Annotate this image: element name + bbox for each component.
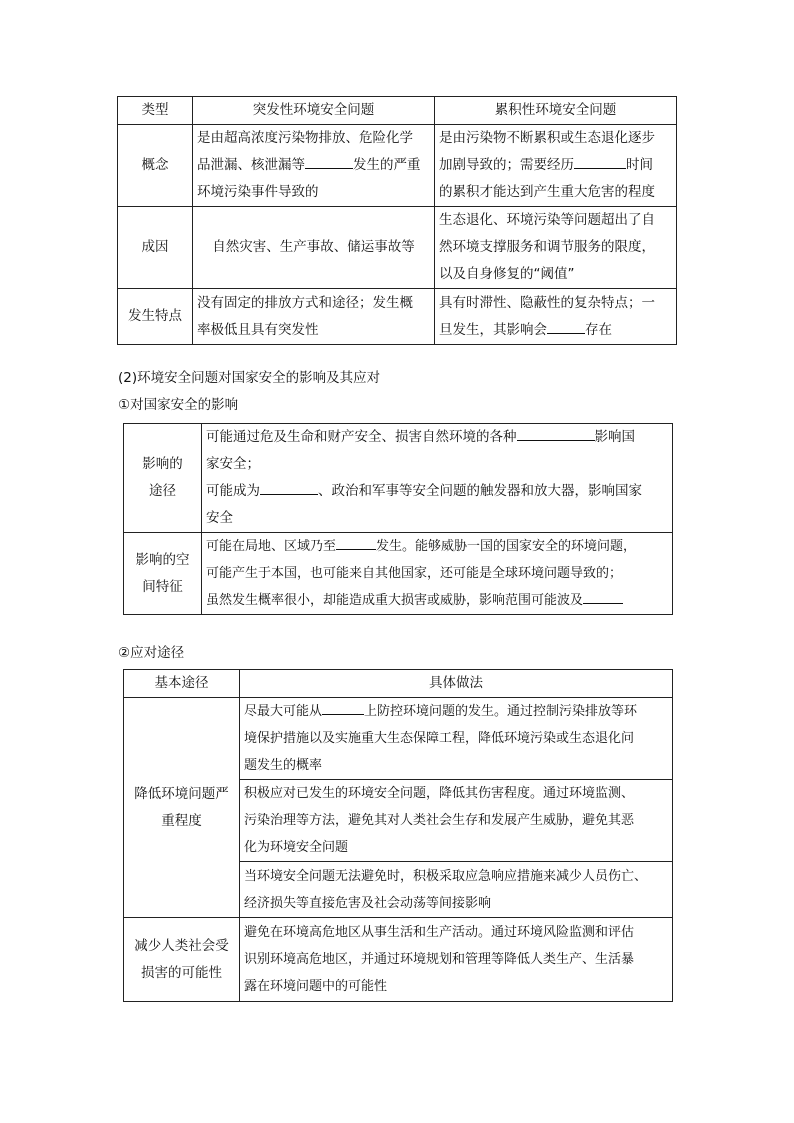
- cell-cumulative-features: 具有时滞性、隐蔽性的复杂特点；一 旦发生，其影响会 存在: [435, 289, 677, 345]
- table-row: [118, 289, 677, 345]
- header-type: 类型: [118, 97, 193, 125]
- table-row: [118, 207, 677, 289]
- table-row: [124, 698, 673, 780]
- row-label-reduce-exposure: 减少人类社会受 损害的可能性: [124, 918, 240, 1002]
- fill-blank: [305, 154, 353, 169]
- cell-prevention-measure: 尽最大可能从 上防控环境问题的发生。通过控制污染排放等环 境保护措施以及实施重大生态保障工程，降低环境污染或生态退化问 题发生的概率: [240, 698, 673, 780]
- fill-blank: [260, 480, 318, 495]
- row-label-cause: 成因: [118, 207, 193, 289]
- cell-emergency-measure: 当环境安全问题无法避免时，积极采取应急响应措施来减少人员伤亡、 经济损失等直接危害及社会动荡等间接影响: [240, 862, 673, 918]
- table-row: [124, 533, 673, 615]
- row-label-concept: 概念: [118, 125, 193, 207]
- table-response-approaches: [123, 669, 673, 1002]
- fill-blank: [322, 700, 364, 715]
- cell-sudden-concept: 是由超高浓度污染物排放、危险化学 品泄漏、核泄漏等 发生的严重 环境污染事件导致的: [193, 125, 435, 207]
- section-title: (2)环境安全问题对国家安全的影响及其应对: [118, 370, 381, 386]
- cell-cumulative-concept: 是由污染物不断累积或生态退化逐步 加剧导致的；需要经历 时间 的累积才能达到产生重大危害的程度: [435, 125, 677, 207]
- table-row: [124, 918, 673, 1002]
- cell-sudden-cause: 自然灾害、生产事故、储运事故等: [193, 207, 435, 289]
- row-label-impact-path: 影响的 途径: [124, 424, 202, 533]
- subsection-title-impact: ①对国家安全的影响: [118, 397, 239, 413]
- header-sudden: 突发性环境安全问题: [193, 97, 435, 125]
- fill-blank: [574, 154, 626, 169]
- cell-response-measure: 积极应对已发生的环境安全问题，降低其伤害程度。通过环境监测、 污染治理等方法，避免其对人类社会生存和发展产生威胁，避免其恶 化为环境安全问题: [240, 780, 673, 862]
- fill-blank: [336, 535, 376, 550]
- cell-spatial-features: 可能在局地、区域乃至 发生。能够威胁一国的国家安全的环境问题， 可能产生于本国，也可能来自其他国家，还可能是全球环境问题导致的； 虽然发生概率很小，却能造成重大损害或威胁，影响范围可能波及: [202, 533, 673, 615]
- fill-blank: [583, 589, 623, 604]
- header-specific-measures: 具体做法: [240, 670, 673, 698]
- table-header-row: [118, 97, 677, 125]
- row-label-features: 发生特点: [118, 289, 193, 345]
- cell-exposure-measure: 避免在环境高危地区从事生活和生产活动。通过环境风险监测和评估 识别环境高危地区，并通过环境规划和管理等降低人类生产、生活暴 露在环境问题中的可能性: [240, 918, 673, 1002]
- header-cumulative: 累积性环境安全问题: [435, 97, 677, 125]
- cell-impact-path: 可能通过危及生命和财产安全、损害自然环境的各种 影响国 家安全； 可能成为 、政治和军事等安全问题的触发器和放大器，影响国家 安全: [202, 424, 673, 533]
- fill-blank: [517, 426, 595, 441]
- header-basic-approach: 基本途径: [124, 670, 240, 698]
- cell-cumulative-cause: 生态退化、环境污染等问题超出了自 然环境支撑服务和调节服务的限度， 以及自身修复的“阈值”: [435, 207, 677, 289]
- fill-blank: [547, 319, 585, 334]
- table-row: [118, 125, 677, 207]
- table-environment-issue-types: [117, 96, 677, 345]
- subsection-title-response: ②应对途径: [118, 645, 185, 661]
- row-label-reduce-severity: 降低环境问题严 重程度: [124, 698, 240, 918]
- row-label-spatial-features: 影响的空 间特征: [124, 533, 202, 615]
- table-national-security-impact: [123, 423, 673, 615]
- cell-sudden-features: 没有固定的排放方式和途径；发生概 率极低且具有突发性: [193, 289, 435, 345]
- table-row: [124, 424, 673, 533]
- table-header-row: [124, 670, 673, 698]
